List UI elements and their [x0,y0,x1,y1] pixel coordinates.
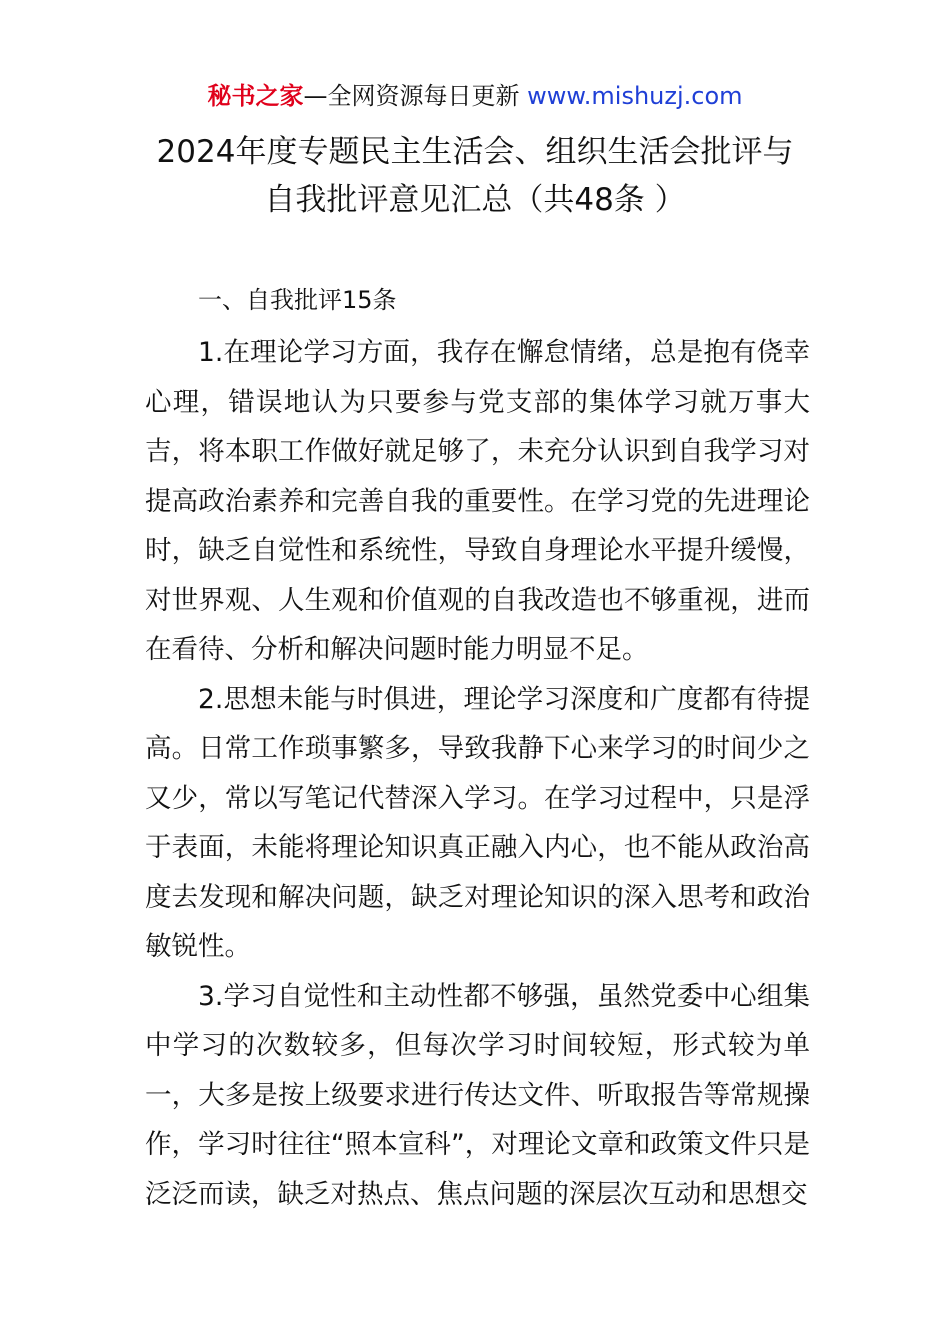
site-header [0,80,950,112]
paragraph-item-2: 2.思想未能与时俱进，理论学习深度和广度都有待提高。日常工作琐事繁多，导致我静下心来学习的时间少之又少，常以写笔记代替深入学习。在学习过程中，只是浮于表面，未能将理论知识真正融入内心，也不能从政治高度去发现和解决问题，缺乏对理论知识的深入思考和政治敏锐性。 [145,683,810,962]
title-line-1: 2024年度专题民主生活会、组织生活会批评与 [156,134,794,170]
document-body [145,280,810,1219]
section-heading: 一、自我批评15条 [198,286,397,314]
site-url-link[interactable]: www.mishuzj.com [527,82,743,110]
document-title [60,128,890,224]
header-tagline: —全网资源每日更新 [303,82,520,110]
title-line-2: 自我批评意见汇总（共48条 ） [264,182,686,218]
brand-name: 秘书之家 [207,82,304,110]
paragraph-item-3: 3.学习自觉性和主动性都不够强，虽然党委中心组集中学习的次数较多，但每次学习时间较短，形式较为单一，大多是按上级要求进行传达文件、听取报告等常规操作，学习时往往“照本宣科”，对理论文章和政策文件只是泛泛而读，缺乏对热点、焦点问题的深层次互动和思想交 [145,980,810,1210]
paragraph-item-1: 1.在理论学习方面，我存在懈怠情绪，总是抱有侥幸心理，错误地认为只要参与党支部的集体学习就万事大吉，将本职工作做好就足够了，未充分认识到自我学习对提高政治素养和完善自我的重要性。在学习党的先进理论时，缺乏自觉性和系统性，导致自身理论水平提升缓慢，对世界观、人生观和价值观的自我改造也不够重视，进而在看待、分析和解决问题时能力明显不足。 [145,337,810,665]
